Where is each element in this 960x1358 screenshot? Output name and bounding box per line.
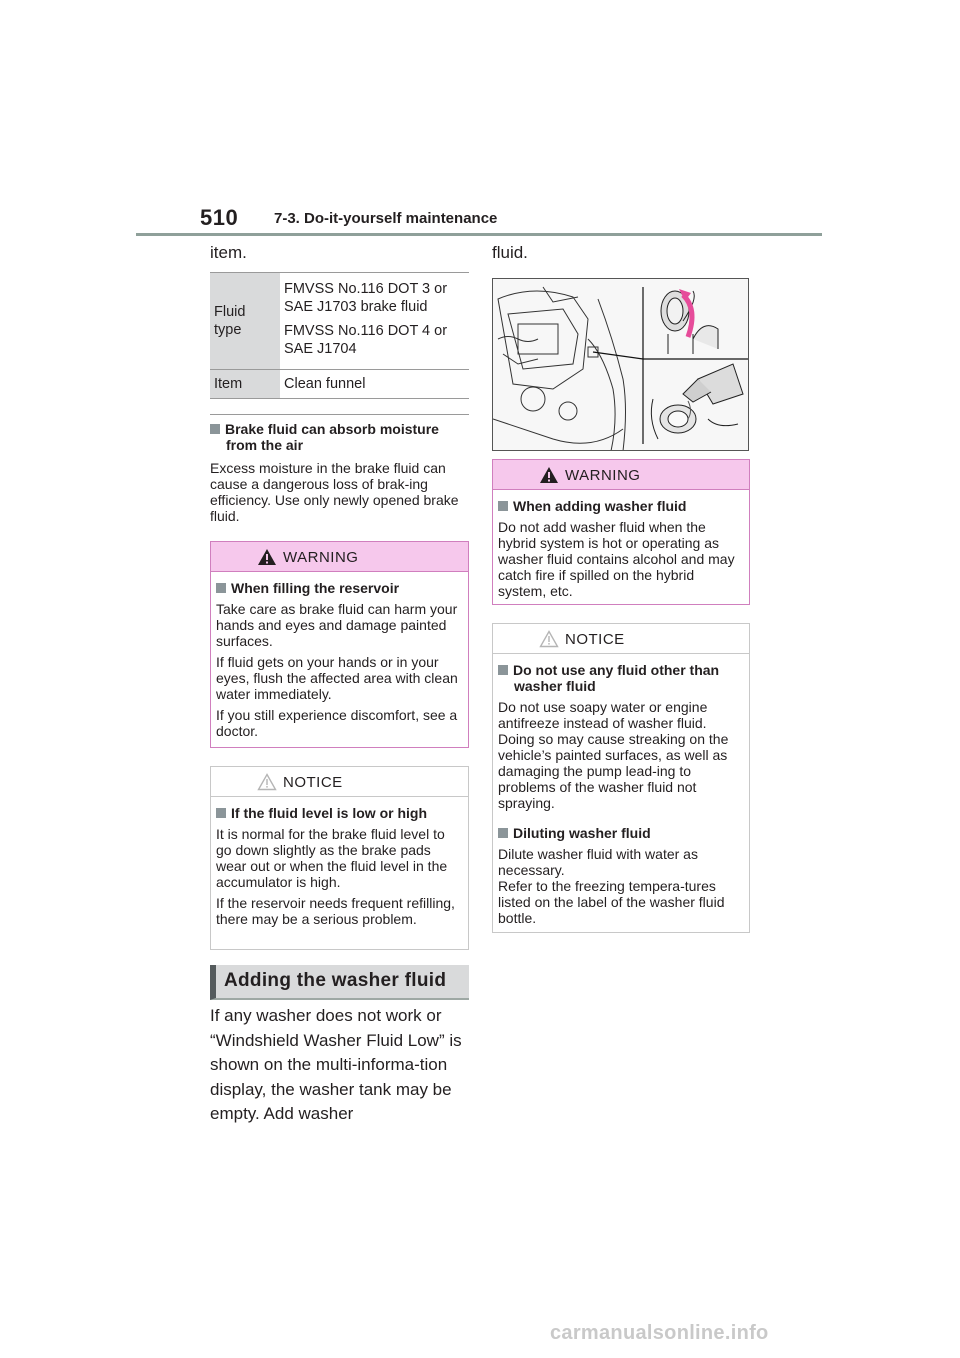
- fluid-option: FMVSS No.116 DOT 4 or SAE J1704: [284, 323, 448, 357]
- table-row: [210, 370, 469, 399]
- notice-paragraph: If the reservoir needs frequent refilling, there may be a serious problem.: [216, 895, 455, 927]
- notice-heading: Diluting washer fluid: [498, 825, 744, 841]
- subsection-rule: [210, 414, 469, 415]
- notice-label: NOTICE: [283, 774, 343, 791]
- table-value-cell: [280, 273, 469, 370]
- notice-body: [493, 654, 749, 932]
- moisture-subsection: [210, 421, 468, 524]
- engine-bay-illustration: [493, 279, 749, 451]
- warning-paragraph: Do not add washer fluid when the hybrid system is hot or operating as washer fluid contains alcohol and may catch fire if spilled on the hybrid system, etc.: [498, 519, 735, 599]
- notice-header: [493, 624, 749, 654]
- notice-heading: If the fluid level is low or high: [216, 805, 463, 821]
- warning-heading: When filling the reservoir: [216, 580, 463, 596]
- subsection-heading: Brake fluid can absorb moisture from the air: [210, 421, 468, 453]
- notice-paragraph: It is normal for the brake fluid level to go down slightly as the brake pads wear out or when the fluid level in the accumulator is high.: [216, 826, 448, 890]
- left-lead-text: item.: [210, 243, 247, 262]
- moisture-text: Excess moisture in the brake fluid can cause a dangerous loss of brak-ing efficiency. Use only newly opened brake fluid.: [210, 460, 459, 524]
- table-value-cell: Clean funnel: [280, 370, 469, 399]
- notice-header: [211, 767, 468, 797]
- watermark: carmanualsonline.info: [550, 1322, 769, 1344]
- left-column: [210, 240, 470, 263]
- table-key-cell: Fluid type: [210, 273, 280, 370]
- square-bullet-icon: [210, 424, 220, 434]
- fluid-option: FMVSS No.116 DOT 3 or SAE J1703 brake fluid: [284, 281, 448, 315]
- notice-body: [211, 797, 468, 933]
- notice-box: [492, 623, 750, 933]
- square-bullet-icon: [216, 583, 226, 593]
- square-bullet-icon: [498, 828, 508, 838]
- warning-paragraph: If you still experience discomfort, see a doctor.: [216, 707, 458, 739]
- warning-body: [211, 572, 468, 745]
- square-bullet-icon: [216, 808, 226, 818]
- warning-triangle-icon: [539, 466, 559, 484]
- washer-fill-figure: [492, 278, 749, 451]
- section-heading: Adding the washer fluid: [210, 965, 469, 1000]
- washer-intro-text: If any washer does not work or “Windshield Washer Fluid Low” is shown on the multi-informa-tion display, the washer tank may be empty. Add washer: [210, 1006, 462, 1123]
- brake-fluid-spec-table: [210, 272, 469, 399]
- notice-heading: Do not use any fluid other than washer fluid: [498, 662, 744, 694]
- warning-paragraph: Take care as brake fluid can harm your hands and eyes and damage painted surfaces.: [216, 601, 458, 649]
- right-column: [492, 240, 752, 263]
- warning-box: [210, 541, 469, 748]
- warning-heading: When adding washer fluid: [498, 498, 744, 514]
- caution-triangle-icon: [257, 773, 277, 791]
- warning-header: [211, 542, 468, 572]
- page-number: 510: [200, 205, 239, 230]
- warning-triangle-icon: [257, 548, 277, 566]
- right-lead-text: fluid.: [492, 243, 528, 262]
- warning-label: WARNING: [283, 549, 359, 566]
- warning-label: WARNING: [565, 467, 641, 484]
- notice-paragraph: Do not use soapy water or engine antifreeze instead of washer fluid. Doing so may cause streaking on the vehicle’s painted surfaces, as well as damaging the pump lead-ing to problems of the washer fluid not spraying.: [498, 699, 729, 811]
- table-row: [210, 273, 469, 370]
- table-key-cell: Item: [210, 370, 280, 399]
- warning-box: [492, 459, 750, 605]
- warning-paragraph: If fluid gets on your hands or in your eyes, flush the affected area with clean water immediately.: [216, 654, 458, 702]
- warning-body: [493, 490, 749, 605]
- notice-box: [210, 766, 469, 950]
- caution-triangle-icon: [539, 630, 559, 648]
- section-title: 7-3. Do-it-yourself maintenance: [274, 210, 498, 227]
- notice-paragraph: Refer to the freezing tempera-tures listed on the label of the washer fluid bottle.: [498, 878, 725, 926]
- header-rule: [136, 233, 822, 236]
- square-bullet-icon: [498, 665, 508, 675]
- notice-label: NOTICE: [565, 631, 625, 648]
- notice-paragraph: Dilute washer fluid with water as necessary.: [498, 846, 698, 878]
- warning-header: [493, 460, 749, 490]
- square-bullet-icon: [498, 501, 508, 511]
